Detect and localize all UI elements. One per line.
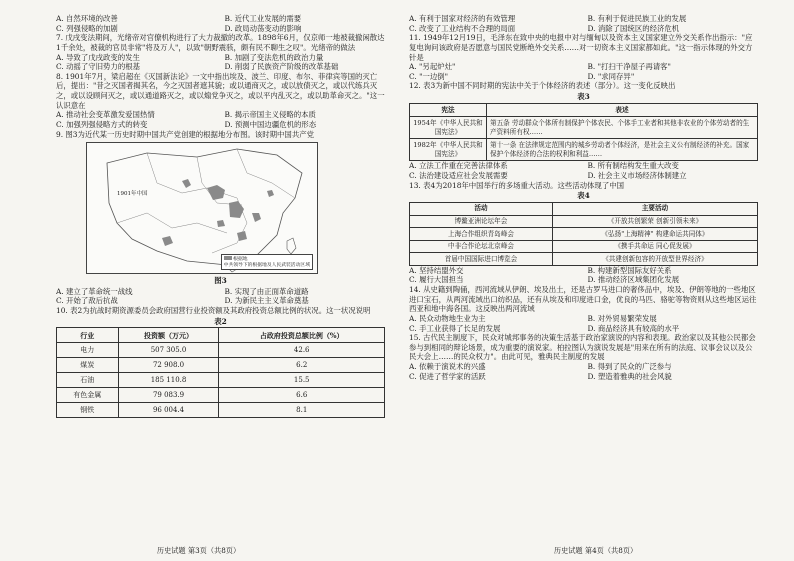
- q14-options: [409, 314, 758, 333]
- table-row: 上海合作组织青岛峰会 《弘扬"上海精神" 构建命运共同体》: [410, 228, 758, 241]
- option[interactable]: B. 揭示帝国主义侵略的本质: [224, 110, 316, 120]
- q6-options: [56, 14, 385, 33]
- base-area-shape: [182, 179, 191, 188]
- investment-table: [56, 327, 385, 418]
- q9-stem: 9. 图3为近代某一历史时期中国共产党创建的根据地分布图。该时期中国共产党: [56, 129, 314, 139]
- column-header: 活动: [410, 202, 553, 215]
- table-row: 钢铁 96 004.4 8.1: [57, 403, 385, 418]
- option[interactable]: B. 构建新型国际友好关系: [587, 265, 672, 275]
- option[interactable]: A. 建立了革命统一战线: [56, 286, 133, 296]
- table-caption: 表2: [214, 316, 227, 326]
- table-row: 博鳌亚洲论坛年会 《开放共创繁荣 创新引领未来》: [410, 215, 758, 228]
- q9-options: [56, 287, 385, 306]
- option[interactable]: D. 为新民主主义革命奠基: [224, 296, 309, 306]
- base-area-shape: [267, 190, 274, 197]
- q8-options: [56, 110, 385, 129]
- q11-stem: 11. 1949年12月19日，毛泽东在致中央的电报中对与缅甸以及资本主义国家建立外交关系作出指示："应复电询问该政府是否愿意与国民党断绝外交关系……对一切资本主义国家都如此。"这一指示体现的外交方针是: [409, 33, 753, 62]
- q10-stem: 10. 表2为抗战时期资源委员会政府国营行业投资额及其政府投资总额比例的状况。这一状况说明: [56, 306, 371, 315]
- q14-stem: 14. 从史籍到陶俑，西河流域从伊朗、埃及出土，还是古罗马进口的奢侈品中，埃及、伊朗等地的一些地区进口宝石，从两河流域出口纺织品，还有从埃及和印度进口金，优良的马匹、骆驼等物资则从这些地区运往西亚和地中海各国。这反映出两河流域: [409, 285, 757, 314]
- q7-options: [56, 53, 385, 72]
- option[interactable]: A. 自然环境的改善: [56, 14, 118, 23]
- map-legend: [221, 254, 313, 270]
- column-header: 宪法: [410, 103, 487, 117]
- column-header: 占政府投资总额比例（%）: [219, 328, 385, 343]
- option[interactable]: C. 改变了工业结构不合理的局面: [409, 23, 516, 33]
- base-area-shape: [252, 213, 261, 222]
- table-row: 石油 185 110.8 15.5: [57, 373, 385, 388]
- option[interactable]: B. "打扫干净屋子再请客": [587, 62, 671, 72]
- q15-stem: 15. 古代民主制度下，民众对城邦事务的决策生活基于政治家演说的内容和表现。政治家以及其他公民都会参与到相同的辩论场景，成为重要的演说家。柏拉图认为演说发展是"用来在所有的法庭、议事会议以及公民大会上……的民众权力"。由此可见，雅典民主制度的发展: [409, 333, 756, 362]
- q12-stem: 12. 表3为新中国不同时期的宪法中关于个体经济的表述（部分）。这一变化反映出: [409, 81, 676, 91]
- page-4: [397, 0, 794, 561]
- column-header: 投资额（万元）: [118, 328, 219, 343]
- option[interactable]: A. 依赖于演说术的兴盛: [409, 362, 486, 371]
- option[interactable]: B. 所有制结构发生重大改变: [587, 161, 679, 171]
- column-header: 行业: [57, 328, 119, 343]
- q13-stem: 13. 表4为2018年中国举行的多场重大活动。这些活动体现了中国: [409, 180, 624, 190]
- option[interactable]: A. 有利于国家对经济的有效管理: [409, 14, 516, 23]
- table-row: 1982年《中华人民共和国宪法》 第十一条 在法律规定范围内的城乡劳动者个体经济，是社会主义公有制经济的补充。国家保护个体经济的合法的权利和利益……: [410, 139, 758, 161]
- base-area-map: [86, 142, 318, 274]
- base-area-shape: [229, 201, 244, 218]
- table-row: 首届中国国际进口博览会 《共建创新包容的开放型世界经济》: [410, 253, 758, 266]
- table-row: 1954年《中华人民共和国宪法》 第五条 劳动群众个体所有制保护个体农民、个体手工业者和其他非农业的个体劳动者的生产资料所有权……: [410, 117, 758, 139]
- option[interactable]: B. 有利于促进民族工业的发展: [587, 14, 687, 23]
- option[interactable]: C. "一边倒": [409, 71, 449, 81]
- table-caption: 表4: [577, 191, 590, 201]
- option[interactable]: C. 开始了敌后抗战: [56, 296, 118, 306]
- option[interactable]: C. 加强列强侵略方式的转变: [56, 119, 148, 129]
- column-header: 主要活动: [552, 202, 757, 215]
- option[interactable]: B. 得到了民众的广泛参与: [587, 362, 672, 371]
- option[interactable]: A. 立法工作重在完善法律体系: [409, 161, 508, 171]
- base-area-shape: [217, 220, 225, 227]
- option[interactable]: B. 对外贸易繁荣发展: [587, 313, 657, 323]
- map-place-label: 1901年中国: [117, 191, 148, 198]
- legend-label: 根据地: [233, 257, 248, 263]
- legend-label: 中共领导下的根据地及人民武装活动区域: [223, 262, 310, 268]
- page-footer: 历史试题 第4页（共8页）: [553, 545, 638, 555]
- table-row: 煤炭 72 908.0 6.2: [57, 358, 385, 373]
- q10-options: [409, 14, 758, 33]
- table-row: 中非合作论坛北京峰会 《携手共命运 同心促发展》: [410, 240, 758, 253]
- option[interactable]: D. 推动经济区域集团化发展: [587, 275, 680, 285]
- option[interactable]: A. 民众动物地生业为主: [409, 313, 486, 323]
- option[interactable]: D. 削弱了民族资产阶级的改革基础: [224, 62, 339, 72]
- option[interactable]: D. 商品经济具有较高的水平: [587, 323, 680, 333]
- constitution-table: [409, 103, 758, 162]
- events-table: [409, 202, 758, 266]
- q15-options: [409, 362, 758, 381]
- q12-options: [409, 161, 758, 180]
- option[interactable]: C. 法治建设适应社会发展需要: [409, 171, 508, 181]
- option[interactable]: D. 消除了国统区的经济危机: [587, 23, 680, 33]
- option[interactable]: C. 促进了哲学家的活跃: [409, 371, 486, 381]
- table-row: 有色金属 79 083.9 6.6: [57, 388, 385, 403]
- option[interactable]: A. "另起炉灶": [409, 62, 456, 72]
- option[interactable]: A. 导致了戊戌政变的发生: [56, 52, 140, 62]
- option[interactable]: D. 塑造着雅典的社会风貌: [587, 371, 672, 381]
- q11-options: [409, 62, 758, 81]
- option[interactable]: C. 动摇了守旧势力的根基: [56, 62, 140, 72]
- base-area-shape: [162, 236, 173, 246]
- option[interactable]: D. "求同存异": [587, 71, 635, 81]
- option[interactable]: A. 坚持结盟外交: [409, 265, 464, 275]
- option[interactable]: C. 手工业获得了长足的发展: [409, 323, 501, 333]
- column-header: 表述: [487, 103, 758, 117]
- q13-options: [409, 266, 758, 285]
- option[interactable]: D. 政局动荡变动的影响: [224, 23, 302, 33]
- option[interactable]: C. 列强侵略的加剧: [56, 23, 118, 33]
- page-footer: 历史试题 第3页（共8页）: [156, 545, 241, 555]
- q8-stem: 8. 1901年7月，梁启超在《灭国新法论》一文中指出埃及、波兰、印度、布尔、菲律宾等国的灭亡后，提出："昔之灭国者揭其名，今之灭国者遮其貌；或以通商灭之，或以放债灭之，或以代练兵灭之，或以设顾问灭之，或以通道路灭之，或以煽党争灭之，或以平内乱灭之，或以助革命灭之。"这一认识意在: [56, 71, 385, 110]
- q7-stem: 7. 戊戌变法期间，光绪帝对官僚机构进行了大力裁撤的改革。1898年6月，仅京师一地被裁撤闲散达1千余处，被裁的官员非常"将及万人"，以致"朝野震骇，颇有民不聊生之叹"。光绪帝的做法: [56, 33, 385, 52]
- option[interactable]: D. 社会主义市场经济体制建立: [587, 171, 687, 181]
- option[interactable]: B. 实现了由正面革命道路: [224, 286, 309, 296]
- table-caption: 表3: [577, 92, 590, 101]
- figure-caption: 图3: [214, 276, 227, 286]
- option[interactable]: D. 预测中国边疆危机的形态: [224, 119, 317, 129]
- table-row: 电力 507 305.0 42.6: [57, 343, 385, 358]
- option[interactable]: B. 加剧了变法危机的政治力量: [224, 52, 324, 62]
- option[interactable]: C. 履行大国担当: [409, 275, 464, 285]
- base-area-shape: [207, 185, 225, 200]
- option[interactable]: B. 近代工业发展的需要: [224, 14, 302, 23]
- option[interactable]: A. 推动社会变革激发爱国热情: [56, 110, 155, 120]
